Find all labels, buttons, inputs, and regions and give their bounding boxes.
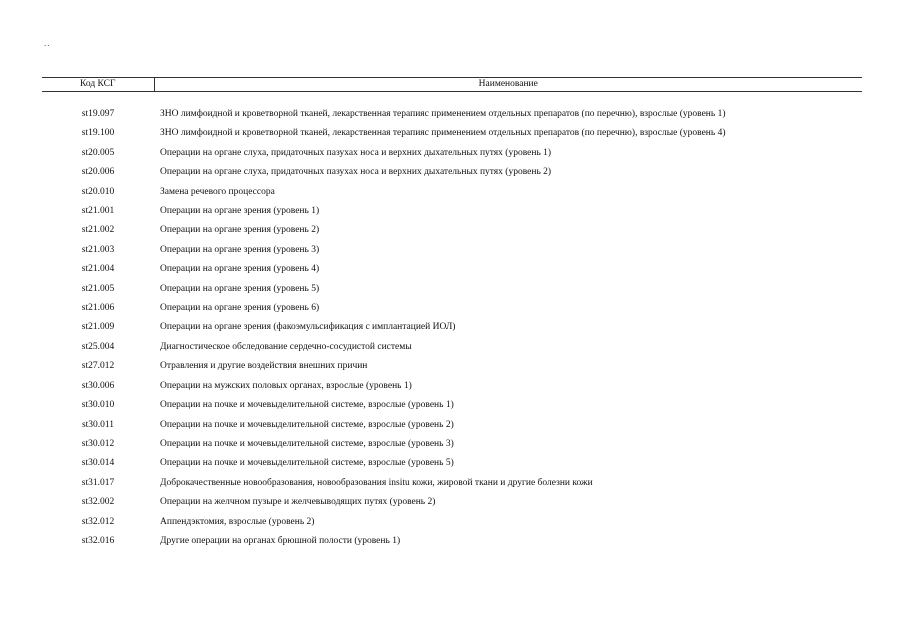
ksg-name: Операции на органе слуха, придаточных пазухах носа и верхних дыхательных путях (уровень 2) (160, 167, 552, 178)
ksg-name: Диагностическое обследование сердечно-сосудистой системы (160, 341, 412, 352)
ksg-name: Операции на почке и мочевыделительной системе, взрослые (уровень 2) (160, 419, 454, 430)
ksg-name: Операции на органе слуха, придаточных пазухах носа и верхних дыхательных путях (уровень 1) (160, 147, 552, 158)
ksg-code: st19.100 (81, 128, 115, 139)
ksg-name: Операции на органе зрения (уровень 6) (160, 303, 320, 314)
ksg-code: st19.097 (81, 109, 115, 119)
ksg-code: st31.017 (81, 477, 115, 488)
table-row (42, 183, 862, 202)
ksg-code: st21.001 (81, 206, 115, 217)
ksg-code: st21.003 (81, 244, 115, 255)
table-row (42, 357, 862, 376)
ksg-code: st21.004 (81, 264, 115, 275)
ksg-name: Операции на желчном пузыре и желчевыводящих путях (уровень 2) (160, 497, 436, 508)
table-row (42, 338, 862, 357)
ksg-code: st20.010 (81, 186, 115, 197)
ksg-code: st30.012 (81, 438, 115, 449)
ksg-code: st32.016 (81, 535, 115, 546)
ksg-name: ЗНО лимфоидной и кроветворной тканей, лекарственная терапияс применением отдельных препаратов (по перечню), взрослые (уровень 1) (160, 109, 726, 119)
table-row (42, 474, 862, 493)
table-body (42, 92, 862, 552)
table-row (42, 299, 862, 318)
ksg-code: st20.006 (81, 167, 115, 178)
ksg-code: st21.006 (81, 303, 115, 314)
table-row (42, 396, 862, 415)
table-row (42, 202, 862, 221)
ksg-code: st25.004 (81, 341, 115, 352)
table-row (42, 493, 862, 512)
ksg-code: st30.010 (81, 400, 115, 411)
ksg-code: st21.005 (81, 283, 115, 294)
table-row (42, 532, 862, 551)
table-row (42, 105, 862, 124)
ksg-name: Операции на почке и мочевыделительной системе, взрослые (уровень 5) (160, 458, 454, 469)
ksg-name: Операции на органе зрения (уровень 4) (160, 264, 320, 275)
column-header-name: Наименование (154, 78, 862, 92)
ksg-table (42, 77, 862, 551)
page-marker: .. (44, 38, 51, 48)
ksg-name: Аппендэктомия, взрослые (уровень 2) (160, 516, 315, 527)
ksg-name: Операции на почке и мочевыделительной системе, взрослые (уровень 3) (160, 438, 454, 449)
ksg-name: Операции на органе зрения (уровень 3) (160, 244, 320, 255)
ksg-name: Другие операции на органах брюшной полости (уровень 1) (160, 535, 401, 546)
table-row (42, 280, 862, 299)
ksg-code: st27.012 (81, 361, 115, 372)
table-row (42, 163, 862, 182)
ksg-name: Операции на мужских половых органах, взрослые (уровень 1) (160, 380, 412, 391)
table-row (42, 241, 862, 260)
table-row (42, 124, 862, 143)
ksg-code: st21.002 (81, 225, 115, 236)
ksg-code: st32.012 (81, 516, 115, 527)
table-row (42, 377, 862, 396)
ksg-name: ЗНО лимфоидной и кроветворной тканей, лекарственная терапияс применением отдельных препаратов (по перечню), взрослые (уровень 4) (160, 128, 726, 139)
ksg-name: Доброкачественные новообразования, новообразования insitu кожи, жировой ткани и другие болезни кожи (160, 477, 593, 488)
ksg-code: st32.002 (81, 497, 115, 508)
table-row (42, 435, 862, 454)
ksg-name: Операции на органе зрения (факоэмульсификация с имплантацией ИОЛ) (160, 322, 456, 333)
table-header (42, 78, 862, 92)
ksg-code: st30.014 (81, 458, 115, 469)
ksg-name: Операции на органе зрения (уровень 5) (160, 283, 320, 294)
table-row (42, 318, 862, 337)
table-row (42, 416, 862, 435)
ksg-code: st21.009 (81, 322, 115, 333)
ksg-name: Операции на органе зрения (уровень 2) (160, 225, 320, 236)
table-row (42, 144, 862, 163)
header-row (42, 78, 862, 92)
ksg-code: st30.006 (81, 380, 115, 391)
table-row (42, 513, 862, 532)
table-row (42, 221, 862, 240)
ksg-name: Операции на органе зрения (уровень 1) (160, 206, 320, 217)
ksg-name: Операции на почке и мочевыделительной системе, взрослые (уровень 1) (160, 400, 454, 411)
ksg-name: Отравления и другие воздействия внешних причин (160, 361, 368, 372)
header-spacer (42, 92, 862, 106)
table-row (42, 454, 862, 473)
ksg-code: st20.005 (81, 147, 115, 158)
table-row (42, 260, 862, 279)
ksg-name: Замена речевого процессора (160, 186, 275, 197)
ksg-code: st30.011 (81, 419, 115, 430)
column-header-code: Код КСГ (42, 78, 154, 92)
